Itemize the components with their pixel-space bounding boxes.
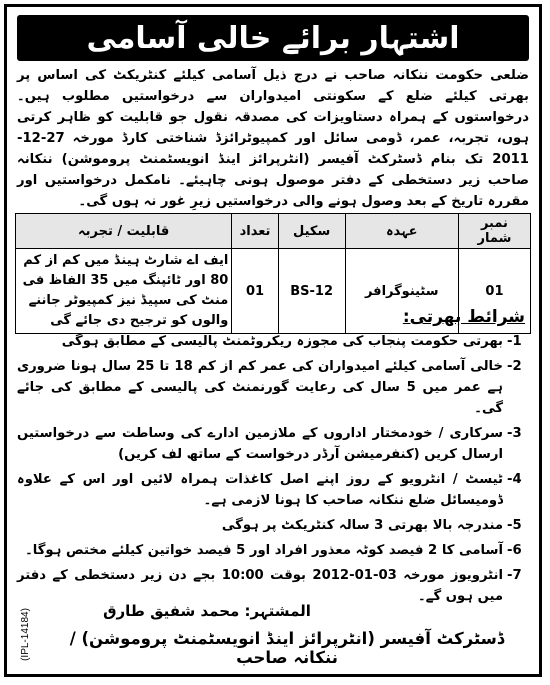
office-signature: ڈسٹرکٹ آفیسر (انٹرپرائز اینڈ انویسٹمنٹ پروموشن) / ننکانہ صاحب [69,629,505,667]
cell-qualification: ایف اے شارٹ ہینڈ میں کم از کم 80 اور ٹائپنگ میں 35 الفاظ فی منٹ کی سپیڈ نیز کمپیوٹر جاننے والوں کو ترجیح دی جائے گی [16,249,232,334]
cell-serial: 01 [458,249,530,334]
advertiser-name: المشتہر: محمد شفیق طارق [103,602,311,620]
item-number: -6 [507,543,522,558]
intro-text: ضلعی حکومت ننکانہ صاحب نے درج ذیل آسامی کیلئے کنٹریکٹ کی اساس پر بھرتی کیلئے ضلع کے سکونتی امیدواران سے درخواستیں مطلوب ہیں۔ درخواستوں کے ہمراہ دستاویزات کی مصدقہ نقول جو قابلیت کو ظاہر کرتی ہوں، تجربہ، عمر، ڈومی سائل اور کمپیوٹرائزڈ شناختی کارڈ مورخہ 27-12-2011 تک بنام ڈسٹرکٹ آفیسر (انٹرپرائز اینڈ انویسٹمنٹ پروموشن) ننکانہ صاحب زیر دستخطی کے دفتر موصول ہونی چاہیئے۔ نامکمل درخواستیں اور مقررہ تاریخ کے بعد وصول ہونے والی درخواستیں زیرِ غور نہ ہوں گی۔ [17,68,529,209]
item-text: انٹرویوز مورخہ 03-01-2012 بوقت 10:00 بجے دن زیر دستخطی کے دفتر میں ہوں گے۔ [17,568,503,604]
item-text: بھرتی حکومت پنجاب کی مجوزہ ریکروٹمنٹ پالیسی کے مطابق ہوگی [61,334,503,349]
item-number: -4 [507,472,522,487]
col-post: عہدہ [345,214,458,249]
ipl-code: (IPL-14184) [19,608,31,661]
col-serial: نمبر شمار [458,214,530,249]
list-item [17,356,529,419]
list-item [17,469,529,511]
table-header-row [16,214,531,249]
list-item [17,331,529,352]
item-number: -3 [507,426,522,441]
item-number: -1 [507,334,522,349]
cell-count: 01 [232,249,278,334]
cell-scale: BS-12 [278,249,345,334]
item-text: سرکاری / خودمختار اداروں کے ملازمین ادارے کی وساطت سے درخواستیں ارسال کریں (کنفرمیشن آرڈر درخواست کے ساتھ لف کریں) [17,426,503,462]
item-text: آسامی کا 2 فیصد کوٹہ معذور افراد اور 5 فیصد خواتین کیلئے مختص ہوگا۔ [25,543,503,558]
list-item [17,540,529,561]
conditions-heading: شرائط بھرتی: [402,307,525,327]
advertisement [4,4,542,677]
list-item [17,565,529,607]
item-text: مندرجہ بالا بھرتی 3 سالہ کنٹریکٹ پر ہوگی [221,518,503,533]
item-number: -2 [507,359,522,374]
item-text: خالی آسامی کیلئے امیدواران کی عمر کم از کم 18 تا 25 سال ہونا ضروری ہے عمر میں 5 سال کی رعایت گورنمنٹ کی پالیسی کے مطابق کی جائے گی۔ [17,359,503,416]
item-number: -7 [507,568,522,583]
intro-paragraph [17,65,529,212]
col-count: تعداد [232,214,278,249]
col-qualification: قابلیت / تجربہ [16,214,232,249]
item-number: -5 [507,518,522,533]
conditions-list [17,331,529,611]
cell-post: سٹینوگرافر [345,249,458,334]
list-item [17,515,529,536]
item-text: ٹیسٹ / انٹرویو کے روز اپنے اصل کاغذات ہمراہ لائیں اور اس کے علاوہ ڈومیسائل ضلع ننکانہ صاحب کا ہونا لازمی ہے۔ [17,472,503,508]
list-item [17,423,529,465]
col-scale: سکیل [278,214,345,249]
ad-title: اشتہار برائے خالی آسامی [17,15,529,61]
